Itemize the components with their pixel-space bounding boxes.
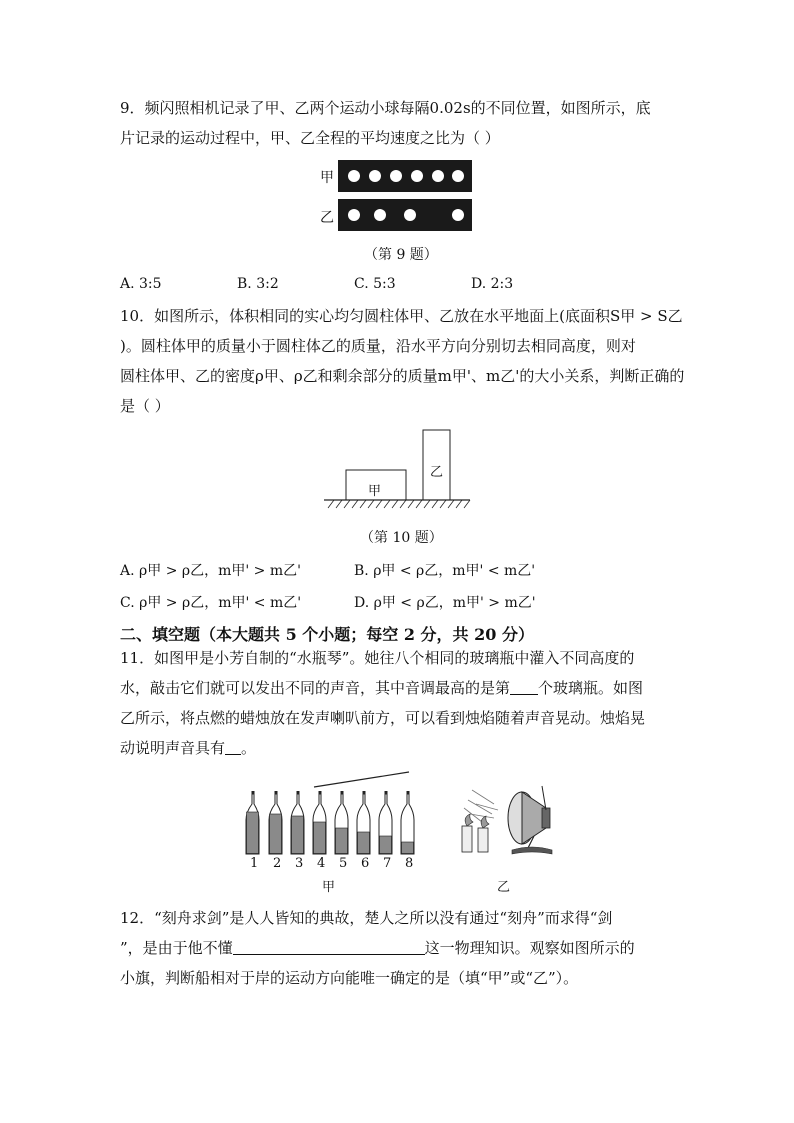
q10-option-c: C. ρ甲 > ρ乙，m甲' < m乙': [120, 595, 302, 611]
q11-bottles-figure: [236, 768, 420, 858]
bottle-number-6: 6: [361, 856, 370, 871]
q9-option-d: D. 2:3: [471, 276, 514, 292]
q12-text-line1: 12．“刻舟求剑”是人人皆知的典故，楚人之所以没有通过“刻舟”而求得“剑: [120, 909, 613, 927]
q12-blank-1[interactable]: [233, 940, 425, 955]
q12-text-line3: 小旗，判断船相对于岸的运动方向能唯一确定的是（填“甲”或“乙”）。: [120, 969, 579, 987]
section2-title: 二、填空题（本大题共 5 个小题；每空 2 分，共 20 分）: [120, 625, 534, 644]
bottle-number-1: 1: [250, 856, 259, 871]
q9-text-line2: 片记录的运动过程中，甲、乙全程的平均速度之比为（ ）: [120, 129, 500, 147]
bottle-number-4: 4: [317, 856, 326, 871]
q11-text-line4: [120, 738, 256, 758]
q11-label-jia: 甲: [322, 880, 336, 895]
q10-option-b: B. ρ甲 < ρ乙，m甲' < m乙': [354, 563, 536, 579]
q9-text-line1: 9．频闪照相机记录了甲、乙两个运动小球每隔0.02s的不同位置，如图所示，底: [120, 99, 651, 117]
q12-line2-part2: 这一物理知识。观察如图所示的: [424, 939, 635, 957]
q10-cylinders-figure: [322, 426, 472, 514]
bottle-number-7: 7: [383, 856, 392, 871]
q10-label-yi: 乙: [430, 465, 444, 480]
bottle-number-2: 2: [273, 856, 282, 871]
q10-caption: （第 10 题）: [360, 530, 443, 546]
q11-text-line2: [120, 678, 643, 698]
q9-option-a: A. 3:5: [120, 276, 162, 292]
q10-option-d: D. ρ甲 < ρ乙，m甲' > m乙': [354, 595, 536, 611]
q10-label-jia: 甲: [368, 484, 382, 499]
q11-line4-part2: 。: [241, 739, 257, 757]
q11-text-line1: 11．如图甲是小芳自制的“水瓶琴”。她往八个相同的玻璃瓶中灌入不同高度的: [120, 649, 635, 667]
q11-text-line3: 乙所示，将点燃的蜡烛放在发声喇叭前方，可以看到烛焰随着声音晃动。烛焰晃: [120, 709, 646, 727]
bottle-number-8: 8: [405, 856, 414, 871]
q10-text-line3: 圆柱体甲、乙的密度ρ甲、ρ乙和剩余部分的质量m甲'、m乙'的大小关系，判断正确的: [120, 367, 685, 385]
bottle-number-3: 3: [295, 856, 304, 871]
q11-line2-part1: 水，敲击它们就可以发出不同的声音，其中音调最高的是第: [120, 679, 511, 697]
q9-option-b: B. 3:2: [237, 276, 279, 292]
bottle-number-5: 5: [339, 856, 348, 871]
q11-blank-1[interactable]: [510, 680, 538, 695]
q9-caption: （第 9 题）: [364, 247, 438, 263]
q11-speaker-candle-figure: [442, 780, 560, 858]
q10-text-line2: )。圆柱体甲的质量小于圆柱体乙的质量，沿水平方向分别切去相同高度，则对: [120, 337, 636, 355]
q9-strip-yi: [338, 199, 472, 231]
q9-label-yi: 乙: [320, 210, 334, 226]
q9-label-jia: 甲: [320, 170, 334, 186]
q10-option-a: A. ρ甲 > ρ乙，m甲' > m乙': [120, 563, 301, 579]
q10-text-line1: 10．如图所示，体积相同的实心均匀圆柱体甲、乙放在水平地面上(底面积S甲 > S乙: [120, 307, 683, 325]
q11-line2-part2: 个玻璃瓶。如图: [538, 679, 644, 697]
q11-blank-2[interactable]: [225, 740, 241, 755]
q12-line2-part1: ”，是由于他不懂: [120, 939, 233, 957]
q11-label-yi: 乙: [497, 880, 511, 895]
q12-text-line2: [120, 938, 635, 958]
q9-option-c: C. 5:3: [354, 276, 396, 292]
q11-line4-part1: 动说明声音具有: [120, 739, 226, 757]
q9-strip-jia: [338, 160, 472, 192]
q10-text-line4: 是（ ）: [120, 397, 170, 415]
